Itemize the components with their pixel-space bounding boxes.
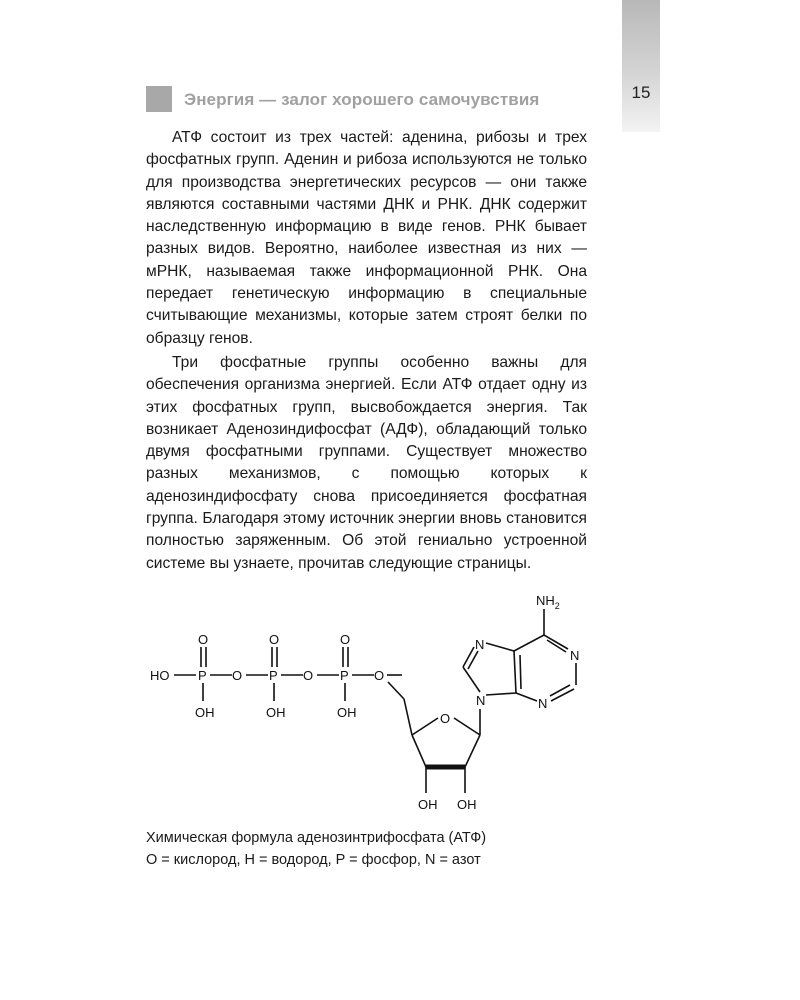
atom-label: P [340,668,349,683]
atom-label: $NH_2$ [536,593,560,611]
atom-label: P [198,668,207,683]
atom-label: N [570,648,580,663]
atom-label: N [476,693,486,708]
formula-atoms [150,593,579,812]
atom-label: O [269,632,280,647]
header-marker [146,86,172,112]
body-text [146,127,587,575]
atom-label: HO [150,668,170,683]
paragraph: Три фосфатные группы особенно важны для обеспечения организма энергией. Если АТФ отдает одну из этих фосфатных групп, высвобождается энергия. Так возникает Аденозиндифосфат (АДФ), обладающий только двумя фосфатными группами. Существует множество разных механизмов, с помощью которых к аденозиндифосфату снова присоединяется фосфатная группа. Благодаря этому источник энергии вновь становится полностью заряженным. Об этой гениально устроенной системе вы узнаете, прочитав следующие страницы. [146,353,587,572]
page-number: 15 [631,83,651,102]
atom-label: N [475,637,485,652]
atom-label: OH [337,705,357,720]
running-header: Энергия — залог хорошего самочувствия [184,90,540,109]
atom-label: N [538,696,548,711]
atom-label: O [374,668,385,683]
atom-label: OH [418,797,438,812]
atom-label: OH [195,705,215,720]
atom-label: O [303,668,314,683]
atom-label: O [340,632,351,647]
formula-bonds [174,609,576,793]
caption-legend: O = кислород, H = водород, P = фосфор, N = азот [146,852,481,868]
caption-title: Химическая формула аденозинтрифосфата (АТФ) [146,830,487,846]
atom-label: O [440,711,451,726]
paragraph: АТФ состоит из трех частей: аденина, рибозы и трех фосфатных групп. Аденин и рибоза используются не только для производства энергетических ресурсов — они также являются составными частями ДНК и РНК. ДНК содержит наследственную информацию в виде генов. РНК бывает разных видов. Вероятно, наиболее известная из них — мРНК, называемая также информационной РНК. Она передает генетическую информацию в специальные считывающие механизмы, которые затем строят белки по образцу генов. [146,129,587,347]
atom-label: OH [457,797,477,812]
atom-label: P [269,668,278,683]
figure-caption [146,827,486,871]
atom-label: OH [266,705,286,720]
page-edge-tab [622,0,660,132]
atom-label: O [198,632,209,647]
atom-label: O [232,668,243,683]
atp-structural-formula [140,585,600,817]
